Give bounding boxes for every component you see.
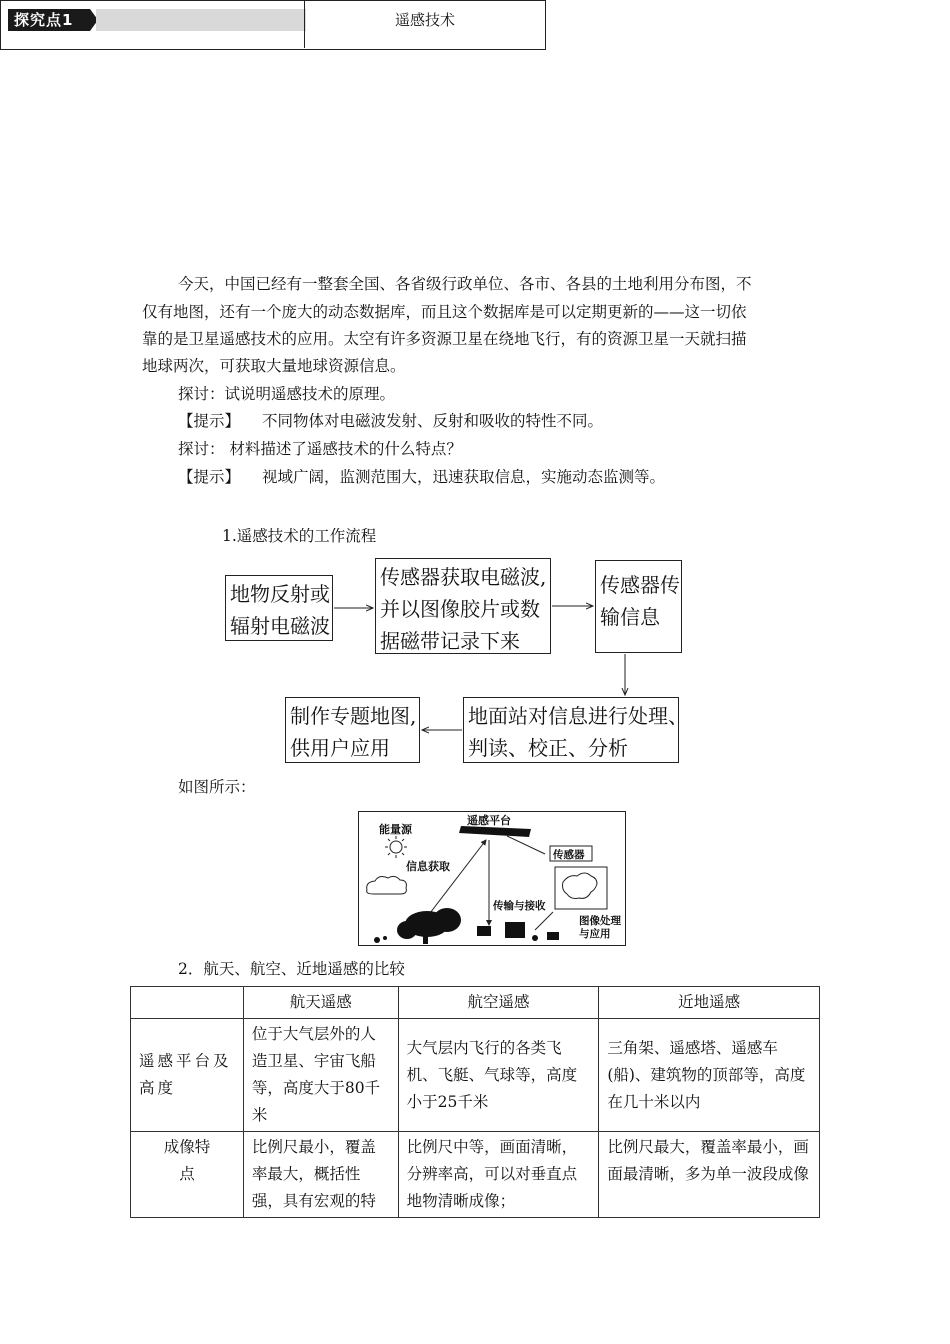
header-cell-empty (131, 987, 244, 1019)
comparison-table (130, 986, 820, 1218)
section-title: 遥感技术 (394, 11, 455, 29)
intro-line-2: 仅有地图，还有一个庞大的动态数据库，而且这个数据库是可以定期更新的——这一切依 (142, 303, 747, 321)
table-header-row (131, 987, 820, 1019)
flow-title: 1.遥感技术的工作流程 (222, 527, 377, 545)
intro-line-4: 地球两次，可获取大量地球资源信息。 (142, 357, 406, 375)
flow-step-map-line-2: 供用户应用 (290, 736, 390, 760)
hint-2-label: 【提示】 (178, 468, 241, 486)
acquire-label: 信息获取 (406, 860, 450, 873)
flow-step-transmit-line-2: 输信息 (600, 605, 660, 629)
transmit-label: 传输与接收 (493, 900, 546, 912)
flow-step-sensor-line-1: 传感器获取电磁波, (380, 565, 547, 589)
header-cell-near: 近地遥感 (599, 987, 820, 1019)
answer-2: 视域广阔，监测范围大，迅速获取信息，实施动态监测等。 (262, 468, 666, 486)
intro-line-3: 靠的是卫星遥感技术的应用。太空有许多资源卫星在绕地飞行，有的资源卫星一天就扫描 (142, 330, 747, 348)
process-label (579, 915, 621, 941)
header-cell-air: 航空遥感 (398, 987, 599, 1019)
section-tag: 探究点1 (8, 9, 90, 31)
remote-sensing-figure (358, 811, 626, 946)
table-cell: 比例尺中等，画面清晰，分辨率高，可以对垂直点地物清晰成像； (398, 1132, 599, 1218)
table-row (131, 1019, 820, 1132)
flow-step-map-line-1: 制作专题地图, (290, 704, 417, 728)
platform-label: 遥感平台 (467, 814, 511, 827)
flow-step-reflect-line-1: 地物反射或 (230, 582, 330, 606)
flow-step-ground-line-1: 地面站对信息进行处理、 (468, 704, 688, 728)
flow-step-sensor-line-2: 并以图像胶片或数 (380, 597, 540, 621)
row-label: 遥感平台及高度 (131, 1019, 244, 1132)
table-cell: 比例尺最大，覆盖率最小，画面最清晰，多为单一波段成像 (599, 1132, 820, 1218)
table-cell: 大气层内飞行的各类飞机、飞艇、气球等，高度小于25千米 (398, 1019, 599, 1132)
intro-line-1: 今天，中国已经有一整套全国、各省级行政单位、各市、各县的土地利用分布图，不 (178, 275, 752, 293)
table-row (131, 1132, 820, 1218)
row-label: 成像特点 (131, 1132, 244, 1218)
process-label-line-1: 图像处理 (579, 915, 621, 927)
flow-step-sensor-line-3: 据磁带记录下来 (380, 629, 520, 653)
table-cell: 位于大气层外的人造卫星、宇宙飞船等，高度大于80千米 (243, 1019, 398, 1132)
energy-source-label: 能量源 (379, 823, 412, 836)
sensor-label: 传感器 (553, 849, 585, 861)
tree-icon (397, 908, 461, 944)
figure-intro: 如图所示： (178, 778, 256, 796)
question-2: 探讨： 材料描述了遥感技术的什么特点？ (178, 440, 462, 458)
process-label-line-2: 与应用 (579, 928, 611, 940)
cloud-icon (367, 876, 407, 894)
compare-title: 2．航天、航空、近地遥感的比较 (178, 960, 405, 978)
acquire-beam (427, 840, 486, 917)
table-cell: 比例尺最小，覆盖率最大，概括性强，具有宏观的特 (243, 1132, 398, 1218)
table-cell: 三角架、遥感塔、遥感车(船)、建筑物的顶部等，高度在几十米以内 (599, 1019, 820, 1132)
question-1: 探讨：试说明遥感技术的原理。 (178, 385, 396, 403)
header-cell-space: 航天遥感 (243, 987, 398, 1019)
flow-step-ground-line-2: 判读、校正、分析 (468, 736, 628, 760)
flow-step-transmit-line-1: 传感器传 (600, 573, 680, 597)
answer-1: 不同物体对电磁波发射、反射和吸收的特性不同。 (262, 412, 604, 430)
flow-step-reflect-line-2: 辐射电磁波 (230, 614, 330, 638)
sun-icon (385, 836, 407, 858)
hint-1-label: 【提示】 (178, 412, 241, 430)
